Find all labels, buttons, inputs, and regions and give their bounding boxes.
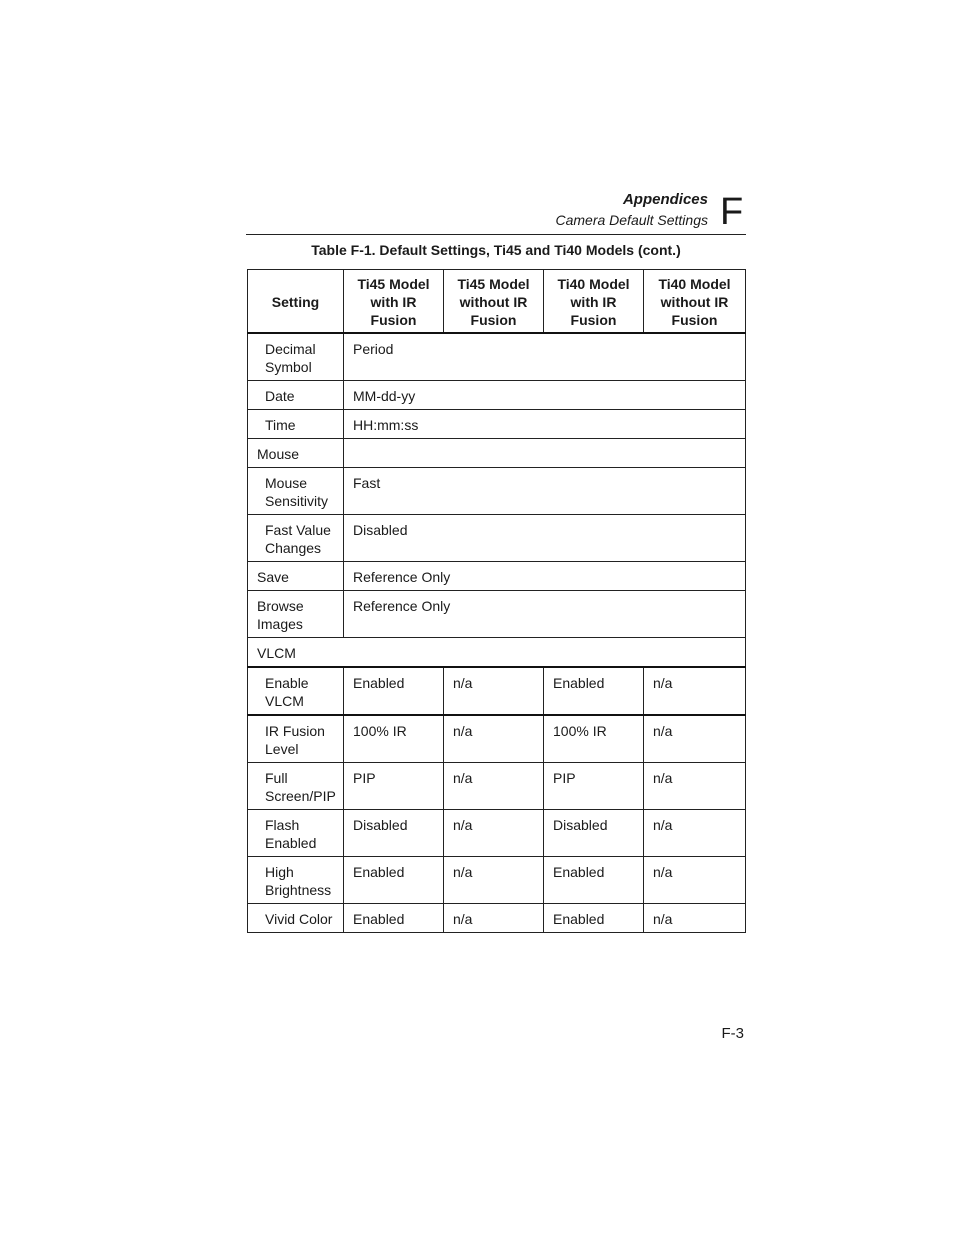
table-row bbox=[248, 667, 746, 715]
setting-name: Time bbox=[248, 410, 344, 439]
setting-value: HH:mm:ss bbox=[344, 410, 746, 439]
setting-value: Enabled bbox=[344, 667, 444, 715]
setting-group-name: VLCM bbox=[248, 638, 746, 668]
setting-value: n/a bbox=[644, 857, 746, 904]
table-caption: Table F-1. Default Settings, Ti45 and Ti40 Models (cont.) bbox=[311, 242, 681, 258]
setting-value: n/a bbox=[644, 763, 746, 810]
setting-value: n/a bbox=[644, 715, 746, 763]
table-row bbox=[248, 515, 746, 562]
setting-value: Enabled bbox=[344, 857, 444, 904]
column-header: Setting bbox=[248, 270, 344, 334]
setting-value: PIP bbox=[544, 763, 644, 810]
chapter-letter: F bbox=[720, 191, 744, 233]
setting-name: Full Screen/PIP bbox=[248, 763, 344, 810]
setting-value: n/a bbox=[444, 667, 544, 715]
default-settings-table bbox=[247, 269, 746, 933]
setting-value: Reference Only bbox=[344, 591, 746, 638]
setting-value: n/a bbox=[444, 810, 544, 857]
table-row bbox=[248, 468, 746, 515]
setting-name: Date bbox=[248, 381, 344, 410]
table-row bbox=[248, 591, 746, 638]
setting-value: Disabled bbox=[544, 810, 644, 857]
setting-name: Enable VLCM bbox=[248, 667, 344, 715]
table-row bbox=[248, 562, 746, 591]
setting-value bbox=[344, 439, 746, 468]
column-header: Ti40 Model with IR Fusion bbox=[544, 270, 644, 334]
setting-value: 100% IR bbox=[544, 715, 644, 763]
setting-name: Fast Value Changes bbox=[248, 515, 344, 562]
setting-value: n/a bbox=[444, 715, 544, 763]
table-row bbox=[248, 333, 746, 381]
setting-value: Enabled bbox=[544, 904, 644, 933]
setting-value: Disabled bbox=[344, 810, 444, 857]
setting-value: n/a bbox=[444, 857, 544, 904]
table-row bbox=[248, 638, 746, 668]
setting-value: Enabled bbox=[344, 904, 444, 933]
column-header: Ti45 Model with IR Fusion bbox=[344, 270, 444, 334]
section-title: Appendices bbox=[622, 191, 708, 208]
table-row bbox=[248, 904, 746, 933]
table-row bbox=[248, 381, 746, 410]
table-row bbox=[248, 439, 746, 468]
setting-value: n/a bbox=[644, 904, 746, 933]
header-divider bbox=[246, 234, 746, 235]
setting-group-name: Mouse bbox=[248, 439, 344, 468]
setting-value: n/a bbox=[644, 667, 746, 715]
running-header bbox=[470, 190, 708, 230]
table-row bbox=[248, 857, 746, 904]
setting-value: Disabled bbox=[344, 515, 746, 562]
table-row bbox=[248, 763, 746, 810]
column-header: Ti40 Model without IR Fusion bbox=[644, 270, 746, 334]
setting-value: n/a bbox=[644, 810, 746, 857]
section-subtitle: Camera Default Settings bbox=[555, 212, 708, 228]
setting-name: Mouse Sensitivity bbox=[248, 468, 344, 515]
setting-value: Reference Only bbox=[344, 562, 746, 591]
column-header: Ti45 Model without IR Fusion bbox=[444, 270, 544, 334]
setting-value: MM-dd-yy bbox=[344, 381, 746, 410]
setting-name: Flash Enabled bbox=[248, 810, 344, 857]
setting-name: High Brightness bbox=[248, 857, 344, 904]
setting-name: IR Fusion Level bbox=[248, 715, 344, 763]
setting-name: Decimal Symbol bbox=[248, 333, 344, 381]
setting-value: PIP bbox=[344, 763, 444, 810]
table-row bbox=[248, 410, 746, 439]
table-header-row bbox=[248, 270, 746, 334]
setting-value: n/a bbox=[444, 904, 544, 933]
setting-value: Enabled bbox=[544, 857, 644, 904]
setting-name: Vivid Color bbox=[248, 904, 344, 933]
table-row bbox=[248, 715, 746, 763]
setting-value: 100% IR bbox=[344, 715, 444, 763]
setting-value: Period bbox=[344, 333, 746, 381]
table-row bbox=[248, 810, 746, 857]
setting-value: Fast bbox=[344, 468, 746, 515]
setting-group-name: Save bbox=[248, 562, 344, 591]
setting-value: Enabled bbox=[544, 667, 644, 715]
page-number: F-3 bbox=[721, 1025, 744, 1042]
setting-group-name: Browse Images bbox=[248, 591, 344, 638]
setting-value: n/a bbox=[444, 763, 544, 810]
